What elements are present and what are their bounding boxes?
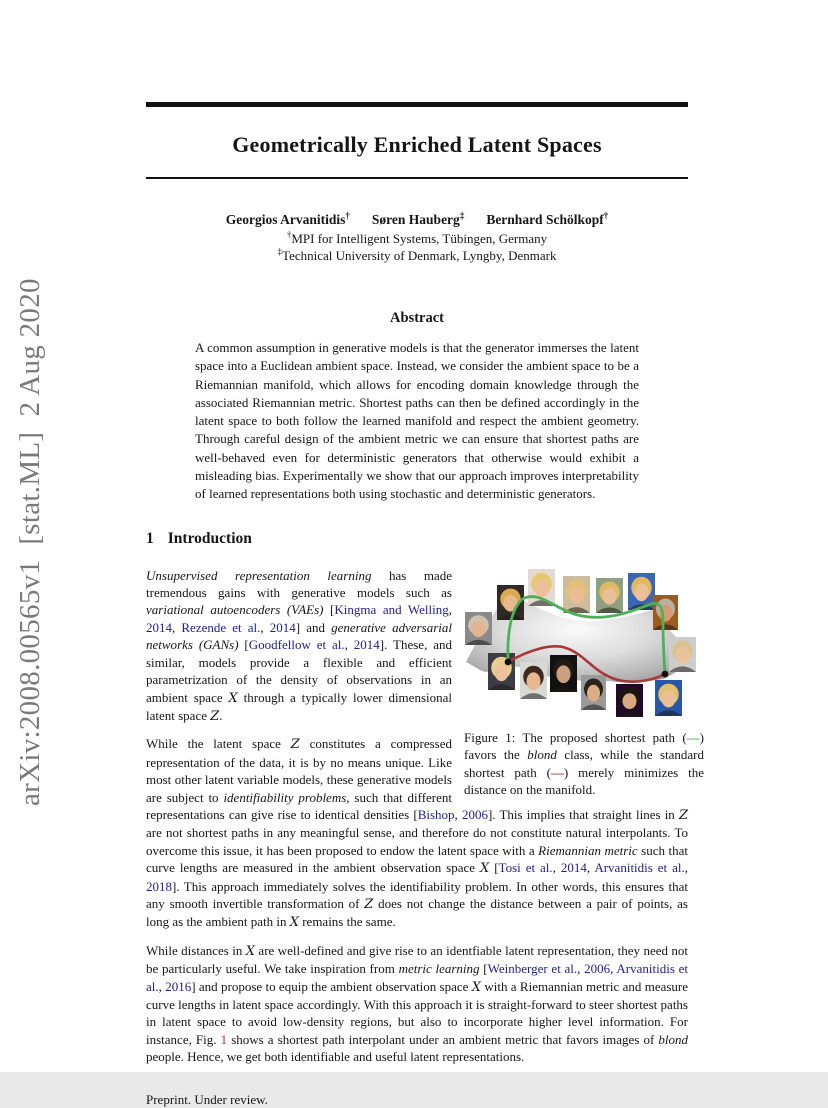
abstract-heading: Abstract	[390, 310, 444, 326]
face-thumbnail	[655, 680, 682, 716]
citation-link[interactable]: Arvanitidis et al.	[594, 860, 685, 876]
header-rule-thick	[146, 102, 688, 107]
paper-title: Geometrically Enriched Latent Spaces	[232, 132, 602, 157]
section-heading-introduction	[146, 530, 688, 548]
citation-link[interactable]: 2018	[146, 878, 172, 894]
citation-link[interactable]: 2006	[461, 806, 488, 822]
introduction-body	[146, 567, 704, 1066]
face-thumbnail	[653, 595, 678, 630]
intro-paragraph-2: While the latent space Z constitutes a compressed representation of the data, it is by no means unique. Like most other latent variable models, these generative models are subject to identifiability problems, such that different representations can give rise to identical densities [Bishop, 2006]. This implies that straight lines in Z are not shortest paths in any meaningful sense, and therefore do not constitute natural interpolants. To overcome this issue, it has been proposed to endow the latent space with a Riemannian metric such that curve lengths are measured in the ambient observation space X [Tosi et al., 2014, Arvanitidis et al., 2018]. This approach immediately solves the identifiability problem. In other words, this ensures that any smooth invertible transformation of Z does not change the distance between a pair of points, as long as the ambient path in X remains the same.	[146, 736, 689, 931]
author-line	[146, 212, 688, 228]
citation-link[interactable]: Weinberger et al.	[487, 961, 578, 977]
face-thumbnail	[520, 662, 547, 699]
face-thumbnail	[550, 655, 577, 692]
intro-paragraph-1: Unsupervised representation learning has made tremendous gains with generative models such as variational autoencoders (VAEs) [Kingma and Welling, 2014, Rezende et al., 2014] and generative adversarial networks (GANs) [Goodfellow et al., 2014]. These, and similar, models provide a flexible and efficient parametrization of the density of observations in an ambient space X through a typically lower dimensional latent space Z.	[146, 567, 453, 724]
author-3: Bernhard Schölkopf†	[486, 210, 609, 227]
face-thumbnail	[596, 578, 623, 613]
citation-link[interactable]: 2014	[269, 619, 296, 635]
face-thumbnail	[528, 569, 555, 606]
paper-content	[146, 0, 704, 1108]
path-endpoint-right	[662, 670, 669, 677]
face-thumbnail	[616, 684, 643, 717]
citation-link[interactable]: Goodfellow et al.	[248, 637, 345, 653]
affiliation-2: ‡Technical University of Denmark, Lyngby, Denmark	[277, 246, 557, 263]
citation-link[interactable]: Arvanitidis et al.	[146, 961, 689, 994]
citation-link[interactable]: Kingma and Welling	[334, 602, 449, 618]
figure-1	[464, 567, 704, 799]
author-1-affiliation-mark: †	[345, 210, 350, 221]
citation-link[interactable]: 2006	[584, 961, 611, 977]
citation-link[interactable]: Tosi et al.	[498, 860, 553, 876]
face-thumbnail	[669, 637, 696, 672]
citation-link[interactable]: 2014	[353, 637, 380, 653]
affiliation-1: †MPI for Intelligent Systems, Tübingen, Germany	[286, 229, 548, 246]
author-3-affiliation-mark: †	[603, 210, 609, 221]
face-thumbnail	[581, 675, 606, 710]
figure-ref-link[interactable]: 1	[220, 1031, 228, 1047]
citation-link[interactable]: 2014	[146, 619, 172, 635]
path-endpoint-left	[505, 658, 512, 665]
arxiv-watermark: arXiv:2008.00565v1 [stat.ML] 2 Aug 2020	[14, 278, 46, 806]
section-title: Introduction	[167, 529, 252, 547]
author-1: Georgios Arvanitidis†	[225, 210, 350, 227]
section-number: 1	[146, 529, 154, 547]
citation-link[interactable]: 2014	[560, 860, 587, 876]
face-thumbnail	[563, 576, 590, 613]
citation-link[interactable]: Bishop	[417, 806, 455, 822]
intro-paragraph-3: While distances in X are well-defined and give rise to an identfiable latent representation, they need not be particularly useful. We take inspiration from metric learning [Weinberger et al., 2006, Arvanitidis et al., 2016] and propose to equip the ambient observation space X with a Riemannian metric and measure curve lengths in latent space accordingly. With this approach it is straight-forward to steer shortest paths in latent space to avoid low-density regions, but also to incorporate higher level information. For instance, Fig. 1 shows a shortest path interpolant under an ambient metric that favors images of blond people. Hence, we get both identifiable and useful latent representations.	[146, 942, 689, 1065]
author-2: Søren Hauberg‡	[371, 210, 465, 227]
figure-1-caption: Figure 1: The proposed shortest path (—) favors the blond class, while the standard shortest path (—) merely minimizes the distance on the manifold.	[464, 729, 704, 798]
face-thumbnail	[488, 653, 515, 690]
figure-canvas	[464, 567, 714, 719]
citation-link[interactable]: 2016	[165, 978, 192, 994]
header-rule-thin	[146, 177, 688, 179]
author-2-affiliation-mark: ‡	[459, 210, 465, 221]
citation-link[interactable]: Rezende et al.	[181, 619, 261, 635]
abstract-text: A common assumption in generative models is that the generator immerses the latent space into a Euclidean ambient space. Instead, we consider the ambient space to be a Riemannian manifold, which allows for encoding domain knowledge through the associated Riemannian metric. Shortest paths can then be defined accordingly in the latent space to both follow the learned manifold and respect the ambient geometry. Through careful design of the ambient metric we can ensure that shortest paths are well-behaved even for deterministic generators that otherwise would exhibit a misleading bias. Experimentally we show that our approach improves interpretability of learned representations both using stochastic and deterministic generators.	[195, 340, 639, 502]
face-thumbnail	[465, 612, 492, 645]
preprint-footnote: Preprint. Under review.	[146, 1091, 268, 1107]
